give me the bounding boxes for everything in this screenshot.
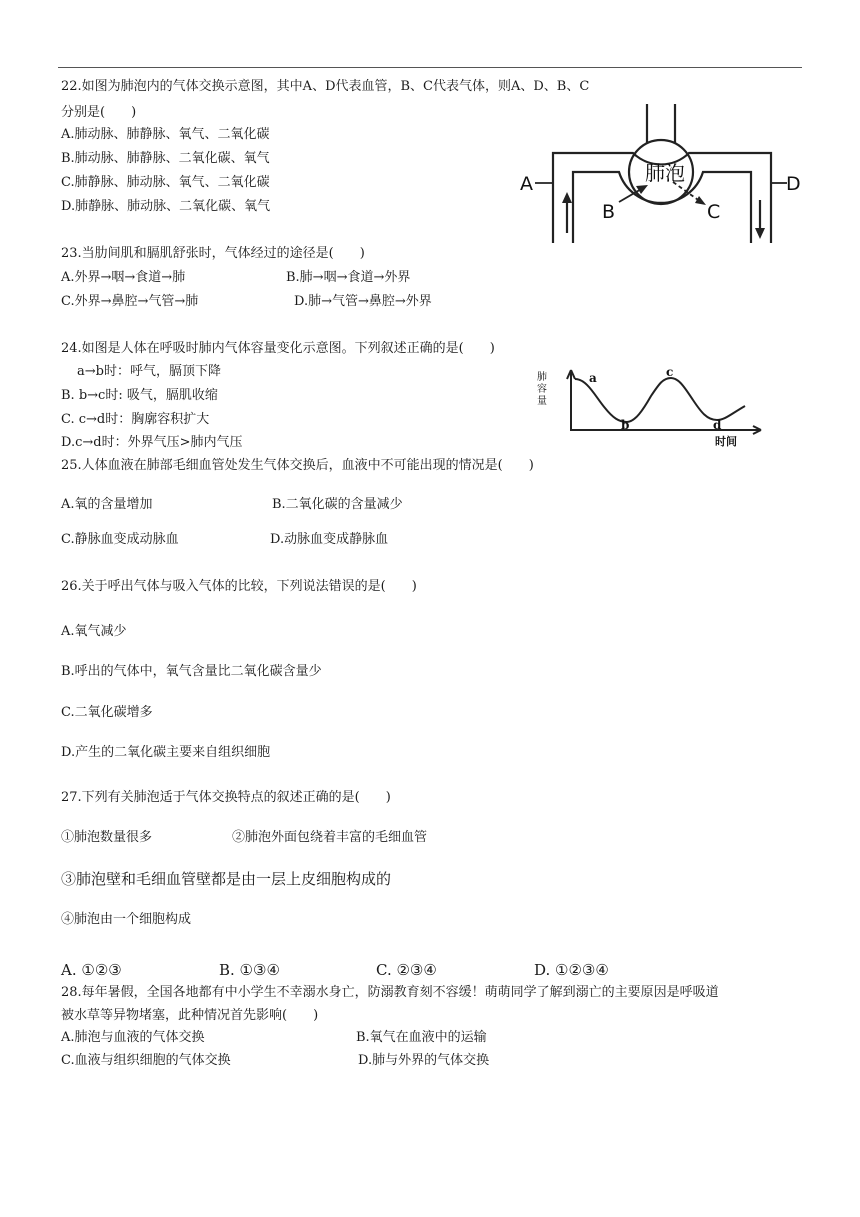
q23-option-d: D.肺→气管→鼻腔→外界	[294, 294, 432, 309]
alveolus-label: 肺泡	[645, 161, 685, 185]
q27-statement-2: ②肺泡外面包绕着丰富的毛细血管	[232, 830, 428, 845]
q27-statement-4: ④肺泡由一个细胞构成	[61, 912, 192, 927]
q25-option-d: D.动脉血变成静脉血	[270, 532, 389, 547]
q27-option-d: D. ①②③④	[534, 961, 609, 979]
header-rule	[58, 67, 802, 68]
q27-option-b: B. ①③④	[219, 961, 280, 979]
q26-option-b: B.呼出的气体中，氧气含量比二氧化碳含量少	[61, 664, 322, 679]
alveolus-gas-exchange-figure	[515, 100, 805, 245]
label-a: A	[520, 173, 533, 195]
chart-ylabel: 肺容量	[537, 372, 547, 407]
q23-option-c: C.外界→鼻腔→气管→肺	[61, 294, 199, 309]
q24-option-c: C. c→d时：胸廓容积扩大	[61, 412, 210, 427]
q25-option-c: C.静脉血变成动脉血	[61, 532, 179, 547]
q25-option-b: B.二氧化碳的含量减少	[272, 497, 403, 512]
q22-option-d: D.肺静脉、肺动脉、二氧化碳、氧气	[61, 199, 271, 214]
q27-statement-3: ③肺泡壁和毛细血管壁都是由一层上皮细胞构成的	[61, 870, 392, 888]
q22-stem-line2: 分别是( )	[61, 105, 137, 120]
q28-option-d: D.肺与外界的气体交换	[358, 1053, 490, 1068]
point-a-label: a	[589, 371, 597, 385]
lung-volume-chart	[535, 366, 765, 448]
q24-stem: 24.如图是人体在呼吸时肺内气体容量变化示意图。下列叙述正确的是( )	[61, 341, 495, 356]
point-b-label: b	[621, 418, 630, 432]
q22-option-b: B.肺动脉、肺静脉、二氧化碳、氧气	[61, 151, 270, 166]
q28-option-b: B.氧气在血液中的运输	[356, 1030, 487, 1045]
label-b: B	[602, 201, 616, 223]
q23-option-b: B.肺→咽→食道→外界	[286, 270, 411, 285]
chart-xlabel: 时间	[715, 435, 737, 448]
q24-option-a: a→b时：呼气，膈顶下降	[77, 364, 221, 379]
q23-option-a: A.外界→咽→食道→肺	[61, 270, 186, 285]
q27-statement-1: ①肺泡数量很多	[61, 830, 153, 845]
label-d: D	[786, 173, 801, 195]
q25-stem: 25.人体血液在肺部毛细血管处发生气体交换后，血液中不可能出现的情况是( )	[61, 458, 534, 473]
label-c: C	[707, 201, 721, 223]
q28-option-a: A.肺泡与血液的气体交换	[61, 1030, 205, 1045]
q24-option-d: D.c→d时：外界气压>肺内气压	[61, 435, 243, 450]
q28-option-c: C.血液与组织细胞的气体交换	[61, 1053, 231, 1068]
point-c-label: c	[666, 366, 674, 379]
q24-option-b: B. b→c时: 吸气，膈肌收缩	[61, 388, 218, 403]
q25-option-a: A.氧的含量增加	[61, 497, 153, 512]
q27-option-a: A. ①②③	[61, 961, 122, 979]
q26-stem: 26.关于呼出气体与吸入气体的比较，下列说法错误的是( )	[61, 579, 417, 594]
q22-stem-line1: 22.如图为肺泡内的气体交换示意图，其中A、D代表血管，B、C代表气体，则A、D、B、C	[61, 79, 590, 94]
q26-option-a: A.氧气减少	[61, 624, 127, 639]
q28-stem-line1: 28.每年暑假，全国各地都有中小学生不幸溺水身亡，防溺教育刻不容缓！萌萌同学了解到溺亡的主要原因是呼吸道	[61, 985, 719, 1000]
q28-stem-line2: 被水草等异物堵塞，此种情况首先影响( )	[61, 1008, 319, 1023]
q22-option-c: C.肺静脉、肺动脉、氧气、二氧化碳	[61, 175, 270, 190]
q27-stem: 27.下列有关肺泡适于气体交换特点的叙述正确的是( )	[61, 790, 391, 805]
q23-stem: 23.当肋间肌和膈肌舒张时，气体经过的途径是( )	[61, 246, 365, 261]
q26-option-d: D.产生的二氧化碳主要来自组织细胞	[61, 745, 271, 760]
point-d-label: d	[713, 418, 722, 432]
q26-option-c: C.二氧化碳增多	[61, 705, 153, 720]
q22-option-a: A.肺动脉、肺静脉、氧气、二氧化碳	[61, 127, 270, 142]
q27-option-c: C. ②③④	[376, 961, 437, 979]
